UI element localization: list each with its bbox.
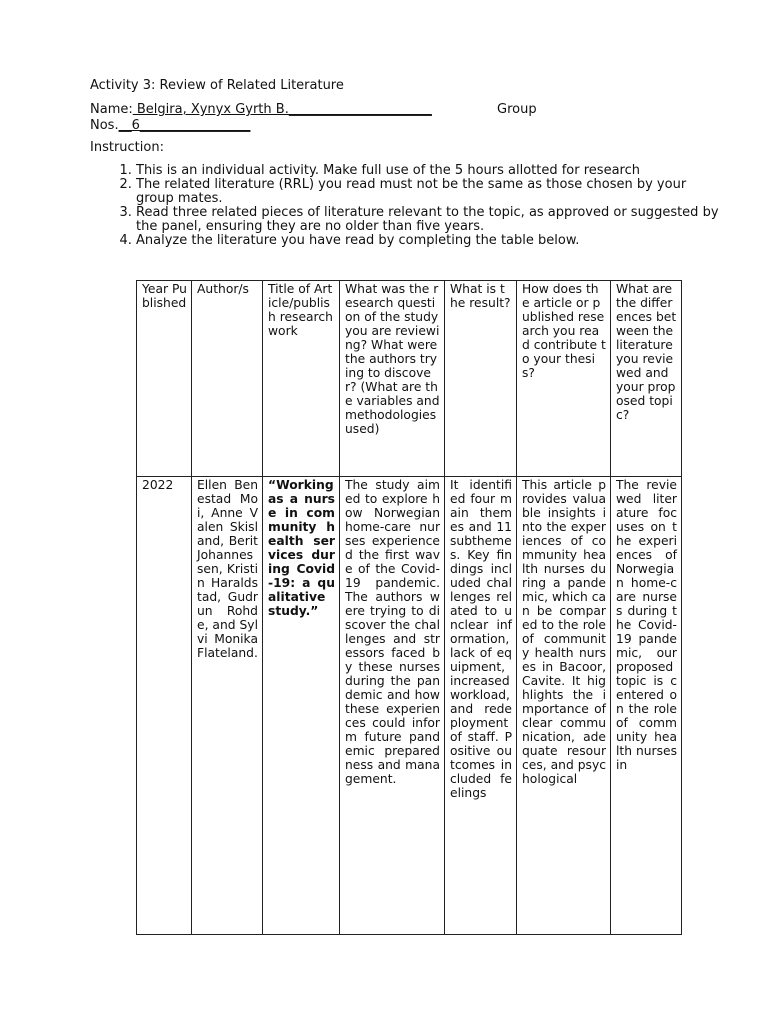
literature-review-table [136,280,682,935]
header-year: Year Published [137,281,192,477]
header-research-question: What was the research question of the study you are reviewing? What were the authors trying to discover? (What are the variables and methodologies used) [340,281,445,477]
instruction-item: 3. Read three related pieces of literature relevant to the topic, as approved or suggested by the panel, ensuring they are no older than five years. [136,206,726,234]
nos-value: __6_________________ [118,118,251,133]
name-value: Belgira, Xynyx Gyrth B.______________________ [132,102,432,117]
activity-title: Activity 3: Review of Related Literature [90,78,344,93]
name-row [90,102,690,118]
cell-result: It identified four main themes and 11 subthemes. Key findings included challenges related to unclear information, lack of equipment, increased workload, and redeployment of staff. Positive outcomes included feelings [445,477,517,935]
cell-authors: Ellen Benestad Moi, Anne Valen Skisland, Berit Johannessen, Kristin Haraldstad, Gudrun Rohde, and Sylvi Monika Flateland. [192,477,263,935]
header-result: What is the result? [445,281,517,477]
table-row [137,477,682,935]
cell-year: 2022 [137,477,192,935]
table-header-row [137,281,682,477]
cell-differences: The reviewed literature focuses on the experiences of Norwegian home-care nurses during the Covid-19 pandemic, our proposed topic is centered on the role of community health nurses in [611,477,682,935]
instruction-item: 2. The related literature (RRL) you read must not be the same as those chosen by your group mates. [136,178,726,206]
name-label: Name: [90,102,133,117]
cell-contribution: This article provides valuable insights into the experiences of community health nurses during a pandemic, which can be compared to the role of community health nurses in Bacoor, Cavite. It highlights the importance of clear communication, adequate resources, and psychological [517,477,611,935]
header-title: Title of Article/publish research work [263,281,340,477]
header-authors: Author/s [192,281,263,477]
group-label: Group [497,102,537,117]
instruction-list [112,164,726,248]
instruction-label: Instruction: [90,140,164,155]
instruction-item: 4. Analyze the literature you have read by completing the table below. [136,234,726,248]
cell-research-question: The study aimed to explore how Norwegian home-care nurses experienced the first wave of the Covid-19 pandemic. The authors were trying to discover the challenges and stressors faced by these nurses during the pandemic and how these experiences could inform future pandemic preparedness and management. [340,477,445,935]
instruction-item: 1. This is an individual activity. Make full use of the 5 hours allotted for research [136,164,726,178]
header-differences: What are the differences between the literature you reviewed and your proposed topic? [611,281,682,477]
nos-label: Nos. [90,118,119,133]
nos-row [90,118,250,134]
cell-title: “Working as a nurse in community health services during Covid-19: a qualitative study.” [263,477,340,935]
header-contribution: How does the article or published research you read contribute to your thesis? [517,281,611,477]
